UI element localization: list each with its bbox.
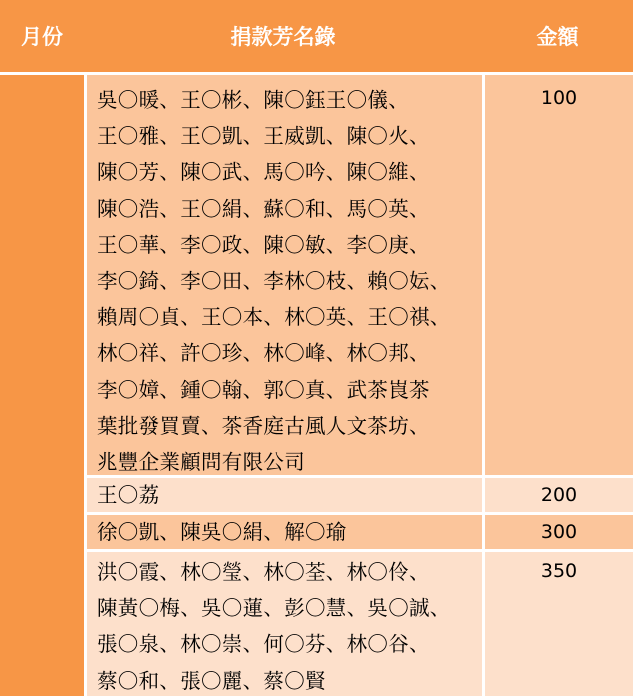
row-3-amount: 300 [485,515,633,549]
header-amount: 金額 [482,0,633,72]
row-3-donors: 徐〇凱、陳吳〇絹、解〇瑜 [87,515,482,549]
header-donors: 捐款芳名錄 [84,0,482,72]
row-1-donors: 吳〇暖、王〇彬、陳〇鈺王〇儀、 王〇雅、王〇凱、王威凱、陳〇火、 陳〇芳、陳〇武、馬〇吟、陳〇維、 陳〇浩、王〇絹、蘇〇和、馬〇英、 王〇華、李〇政、陳〇敏、李〇庚、 李〇錡、李〇田、李林〇枝、賴〇妘、 賴周〇貞、王〇本、林〇英、王〇祺、 林〇祥、許〇珍、林〇峰、林〇邦、 李〇嫜、鍾〇翰、郭〇真、武茶崀茶 葉批發買賣、茶香庭古風人文茶坊、 兆豐企業顧問有限公司 [87,75,482,475]
row-4-donors: 洪〇霞、林〇瑩、林〇荃、林〇伶、 陳黃〇梅、吳〇蓮、彭〇慧、吳〇誠、 張〇泉、林〇崇、何〇芬、林〇谷、 蔡〇和、張〇麗、蔡〇賢 [87,552,482,696]
month-cell [0,75,84,696]
header-month: 月份 [0,0,84,72]
row-2-amount: 200 [485,478,633,512]
row-2-donors: 王〇荔 [87,478,482,512]
row-4-amount: 350 [485,552,633,696]
row-1-amount: 100 [485,75,633,475]
